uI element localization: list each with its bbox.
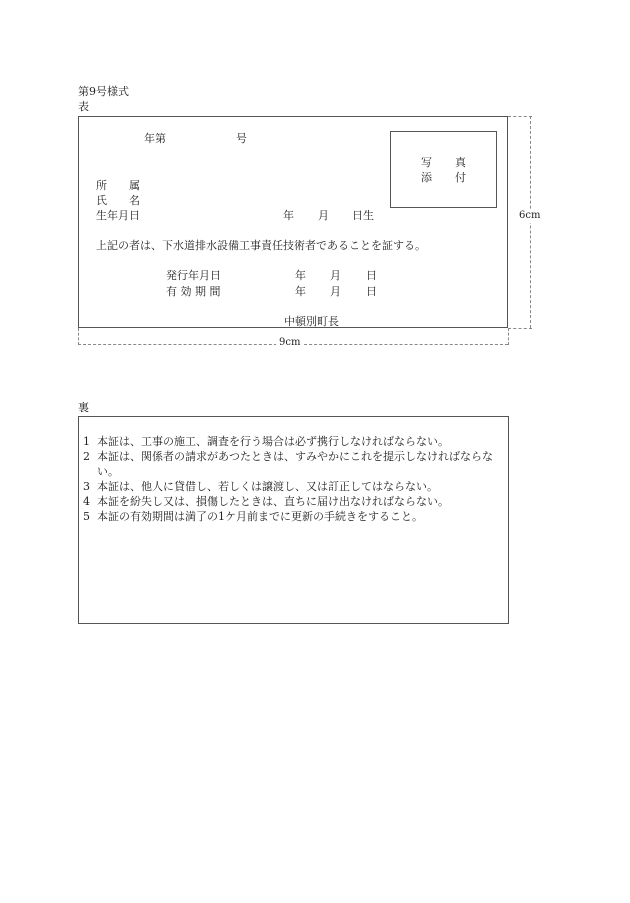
- name-label-2: 名: [129, 194, 140, 207]
- issue-label: 発行年月日: [166, 269, 221, 282]
- issue-day: 日: [366, 269, 377, 282]
- birth-label: 生年月日: [96, 209, 140, 222]
- validity-label: 有 効 期 間: [166, 285, 221, 298]
- height-dimension-label: 6cm: [519, 210, 541, 221]
- note-item: [83, 494, 505, 509]
- issuer: 中頓別町長: [284, 315, 339, 328]
- statement: 上記の者は、下水道排水設備工事責任技術者であることを証する。: [96, 239, 426, 252]
- year-label: 年第: [144, 132, 166, 145]
- validity-year: 年: [295, 285, 306, 298]
- validity-month: 月: [330, 285, 341, 298]
- note-number: 5: [83, 510, 90, 523]
- height-dimension-extension-bottom: [508, 328, 532, 329]
- note-item: [83, 449, 505, 479]
- issue-year: 年: [295, 269, 306, 282]
- birth-year: 年: [283, 209, 294, 222]
- note-text: 本証を紛失し又は、損傷したときは、直ちに届け出なければならない。: [97, 495, 449, 508]
- note-text: 本証は、他人に貸借し、若しくは譲渡し、又は訂正してはならない。: [97, 480, 438, 493]
- photo-box: [390, 131, 497, 208]
- name-label-1: 氏: [96, 194, 107, 207]
- width-dimension-extension-left: [78, 328, 79, 345]
- number-label: 号: [236, 132, 247, 145]
- note-text: 本証は、工事の施工、調査を行う場合は必ず携行しなければならない。: [97, 435, 449, 448]
- photo-text-2a: 添: [421, 171, 432, 184]
- photo-text-1a: 写: [421, 156, 432, 169]
- affiliation-label-2: 属: [129, 179, 140, 192]
- form-number: 第9号様式: [78, 85, 129, 98]
- front-side-label: 表: [78, 100, 89, 113]
- note-text: 本証は、関係者の請求があつたときは、すみやかにこれを提示しなければならない。: [97, 450, 493, 478]
- validity-day: 日: [366, 285, 377, 298]
- width-dimension-extension-right: [508, 328, 509, 345]
- notes-list: [83, 434, 505, 524]
- birth-day: 日生: [352, 209, 374, 222]
- note-item: [83, 509, 505, 524]
- note-number: 1: [83, 435, 90, 448]
- affiliation-label-1: 所: [96, 179, 107, 192]
- note-number: 2: [83, 450, 90, 463]
- photo-text-1b: 真: [455, 156, 466, 169]
- note-item: [83, 479, 505, 494]
- note-item: [83, 434, 505, 449]
- back-side-label: 裏: [78, 401, 89, 414]
- note-text: 本証の有効期間は満了の1ケ月前までに更新の手続きをすること。: [97, 510, 423, 523]
- height-dimension-extension-top: [508, 116, 532, 117]
- width-dimension-label: 9cm: [276, 338, 303, 348]
- note-number: 4: [83, 495, 90, 508]
- note-number: 3: [83, 480, 90, 493]
- birth-month: 月: [318, 209, 329, 222]
- photo-text-2b: 付: [455, 171, 466, 184]
- issue-month: 月: [330, 269, 341, 282]
